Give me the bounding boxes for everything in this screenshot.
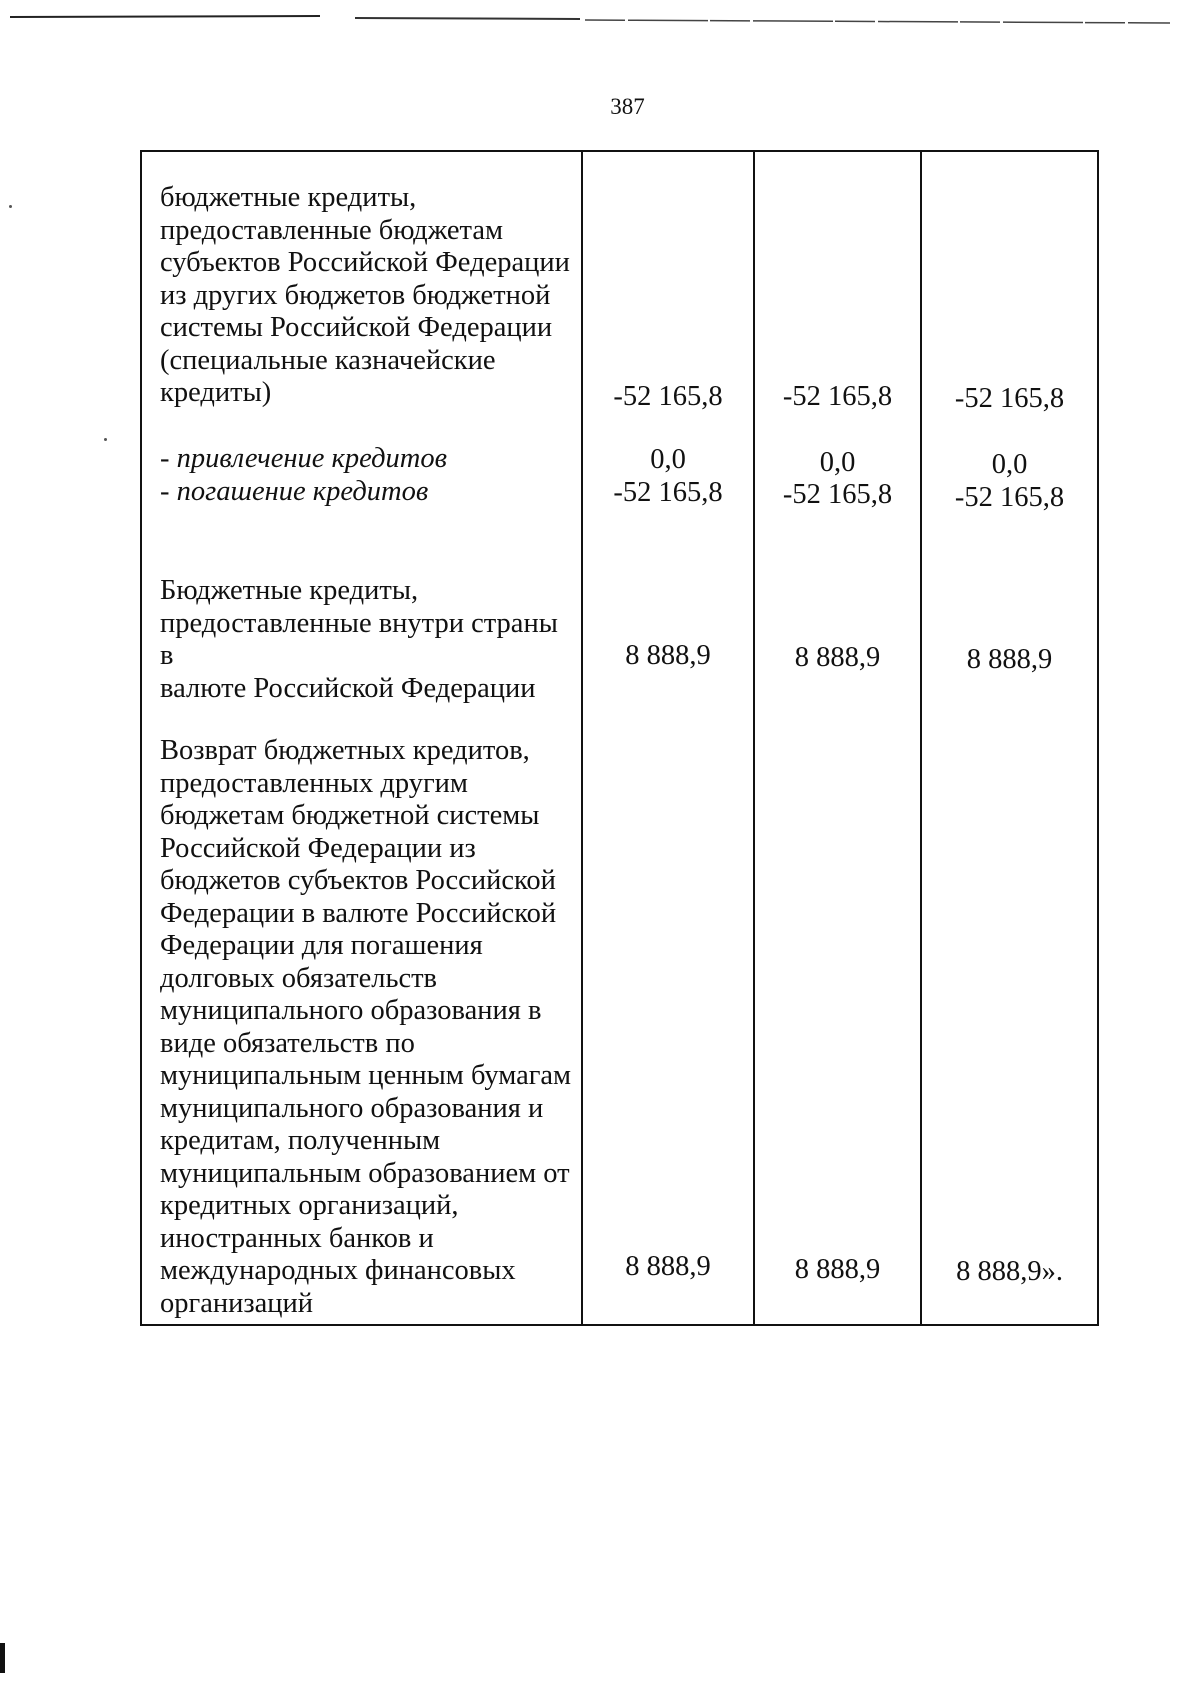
value-cell: 8 888,9 [625,640,711,671]
row-label-special-treasury-credits: бюджетные кредиты, предоставленные бюджетам субъектов Российской Федерации из других бюджетов бюджетной системы Российской Федерации (специальные казначейские кредиты) [160,182,570,408]
row-label-domestic-credits: Бюджетные кредиты, предоставленные внутри страны в валюте Российской Федерации [160,575,558,704]
value-column-2 [754,151,921,1325]
budget-table [140,150,1099,1326]
value-cell: 8 888,9 [625,1251,711,1282]
row-label-credit-return: Возврат бюджетных кредитов, предоставленных другим бюджетам бюджетной системы Российской Федерации из бюджетов субъектов Российской Федерации в валюте Российской Федерации для погашения долговых обязательств муниципального образования в виде обязательств по муниципальным ценным бумагам муниципального образования и кредитам, полученным муниципальным образованием от кредитных организаций, иностранных банков и международных финансовых организаций [160,735,572,1319]
scan-corner-mark [0,1643,5,1673]
scan-speck [104,438,107,441]
value-column-1 [582,151,754,1325]
scan-speck [9,205,12,208]
value-cell: 0,0 [991,449,1028,480]
value-cell: -52 165,8 [782,479,893,510]
row-label-repayment: - погашение кредитов [160,476,429,507]
table-row [141,151,1098,1325]
value-cell: -52 165,8 [954,383,1065,414]
value-cell: 8 888,9». [956,1256,1063,1287]
value-cell: -52 165,8 [613,477,723,508]
row-label-attraction: - привлечение кредитов [160,443,447,474]
scan-top-edge [10,14,1170,26]
value-cell: 8 888,9 [966,644,1053,675]
value-cell: 0,0 [819,447,856,478]
value-cell: 8 888,9 [794,642,881,673]
value-cell: -52 165,8 [954,482,1065,513]
value-cell: 0,0 [650,444,686,475]
row-labels-cell [141,151,582,1325]
page-number: 387 [610,94,645,119]
value-cell: 8 888,9 [794,1254,881,1285]
value-cell: -52 165,8 [613,381,723,412]
value-cell: -52 165,8 [782,381,893,412]
value-column-3 [921,151,1098,1325]
